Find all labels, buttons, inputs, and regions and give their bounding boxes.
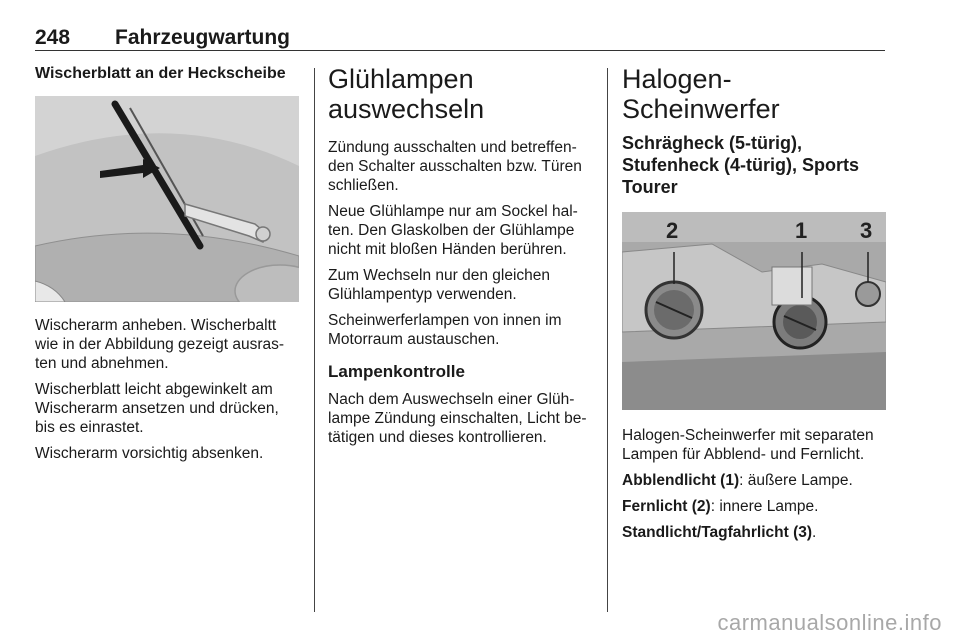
watermark: carmanualsonline.info	[717, 610, 942, 635]
figure-label-2: 2	[666, 218, 679, 243]
lamp-check-paragraph: Nach dem Auswechseln einer Glüh- lampe Zündung einschalten, Licht be- tätigen und dieses kontrollieren.	[328, 391, 587, 446]
bulb-paragraph-2: Neue Glühlampe nur am Sockel hal- ten. Den Glaskolben der Glühlampe nicht mit bloßen Händen berühren.	[328, 203, 578, 258]
title-line-2: auswechseln	[328, 94, 485, 124]
header-rule	[35, 50, 885, 51]
wiper-paragraph-1: Wischerarm anheben. Wischerbaltt wie in der Abbildung gezeigt ausras- ten und abnehmen.	[35, 317, 285, 372]
column-divider-1	[314, 68, 315, 612]
bulb-replacement-title	[328, 64, 594, 124]
lamp-check-heading: Lampenkontrolle	[328, 362, 465, 381]
item-high-beam-label: Fernlicht (2)	[622, 498, 711, 515]
column-divider-2	[607, 68, 608, 612]
item-low-beam	[622, 471, 886, 490]
item-low-beam-label: Abblendlicht (1)	[622, 472, 740, 489]
wiper-drawing	[35, 96, 299, 302]
headlamp-drawing	[622, 212, 886, 410]
wiper-paragraph-3: Wischerarm vorsichtig absenken.	[35, 445, 264, 462]
wiper-illustration	[35, 96, 299, 302]
item-parking-light-label: Standlicht/Tagfahrlicht (3)	[622, 524, 813, 541]
page-number: 248	[35, 26, 71, 49]
wiper-heading: Wischerblatt an der Heckscheibe	[35, 65, 286, 82]
headlamp-illustration	[622, 212, 886, 410]
column-wiper	[35, 64, 299, 470]
bulb-paragraph-3: Zum Wechseln nur den gleichen Glühlampentyp verwenden.	[328, 267, 551, 303]
halogen-subtitle: Schrägheck (5-türig), Stufenheck (4-türig), Sports Tourer	[622, 133, 860, 197]
item-parking-light	[622, 523, 886, 542]
wiper-paragraph-2: Wischerblatt leicht abgewinkelt am Wischerarm ansetzen und drücken, bis es einrastet.	[35, 381, 279, 436]
figure-label-1: 1	[795, 218, 808, 243]
column-halogen	[622, 64, 886, 549]
title-line-1: Glühlampen	[328, 64, 474, 94]
item-high-beam	[622, 497, 886, 516]
figure-label-3: 3	[860, 218, 873, 243]
item-low-beam-text: : äußere Lampe.	[739, 472, 853, 489]
page-header	[35, 22, 885, 52]
chapter-title: Fahrzeugwartung	[115, 26, 291, 49]
bulb-paragraph-4: Scheinwerferlampen von innen im Motorraum austauschen.	[328, 312, 562, 348]
item-high-beam-text: : innere Lampe.	[710, 498, 819, 515]
column-bulb-replacement	[328, 64, 594, 454]
item-parking-light-text: .	[812, 524, 817, 541]
halogen-intro: Halogen-Scheinwerfer mit separaten Lampen für Abblend- und Fernlicht.	[622, 427, 874, 463]
bulb-paragraph-1: Zündung ausschalten und betreffen- den Schalter ausschalten bzw. Türen schließen.	[328, 139, 582, 194]
halogen-title: Halogen-Scheinwerfer	[622, 64, 780, 124]
